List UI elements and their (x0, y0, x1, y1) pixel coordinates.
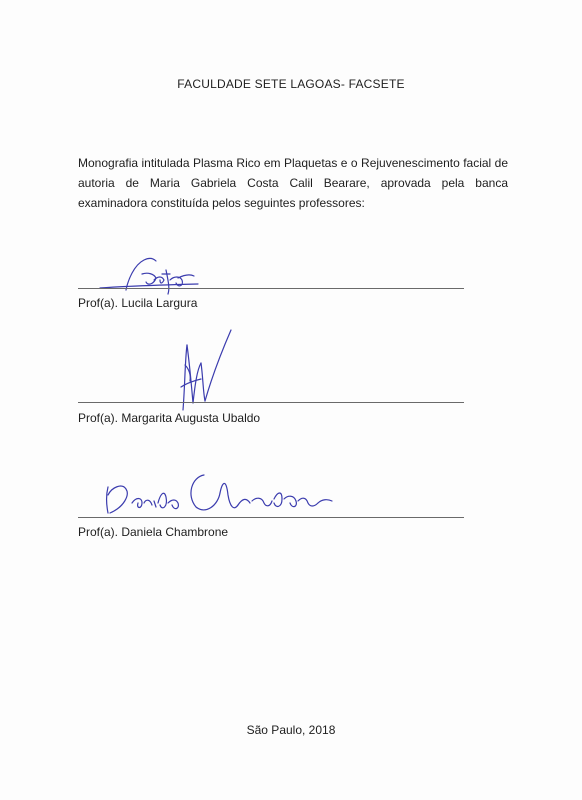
examiner-name: Prof(a). Daniela Chambrone (78, 525, 229, 539)
signature-line (78, 288, 464, 289)
institution-title: FACULDADE SETE LAGOAS- FACSETE (177, 77, 405, 91)
signature-line (78, 402, 464, 403)
signature-line (78, 517, 464, 518)
examiner-name: Prof(a). Margarita Augusta Ubaldo (78, 411, 261, 425)
approval-paragraph: Monografia intitulada Plasma Rico em Plaquetas e o Rejuvenescimento facial de autoria de Maria Gabriela Costa Calil Bearare, aprovada pela banca examinadora constituída pelos seguintes professores: (78, 156, 508, 210)
handwritten-signature (96, 455, 336, 525)
examiner-name: Prof(a). Lucila Largura (78, 296, 198, 310)
place-and-year: São Paulo, 2018 (246, 723, 336, 737)
